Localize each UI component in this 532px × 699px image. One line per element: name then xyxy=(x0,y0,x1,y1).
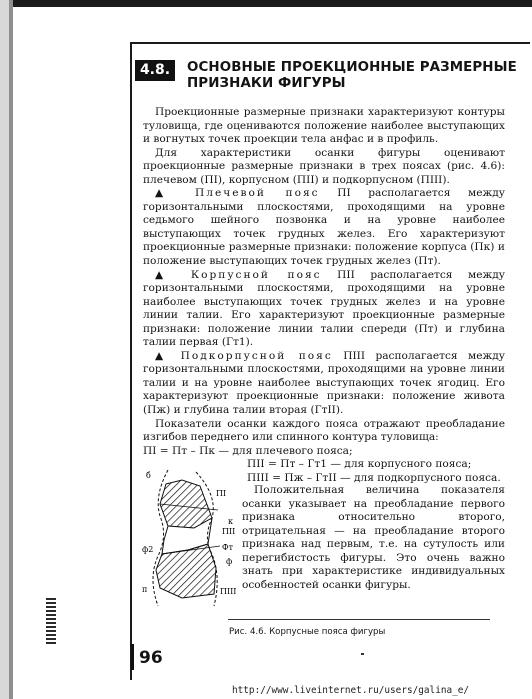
section-title xyxy=(187,60,517,92)
scan-dot xyxy=(361,653,364,655)
label-p1: ПI xyxy=(216,489,227,498)
paragraph-corpus-belt: ▲ Корпусной пояс ПII располагается между горизонтальными плоскостями, проходящими на уровне наиболее выступающих точек грудных желез и на уровне линии талии. Его характеризуют проекционные размерные признаки: положение линии талии спереди (Пт) и глубина талии первая (Гт1). xyxy=(143,268,506,349)
label-f2: ф2 xyxy=(142,545,154,554)
watermark-url: http://www.liveinternet.ru/users/galina_e/ xyxy=(232,685,470,696)
page-number-bar xyxy=(131,644,134,670)
binding-strip xyxy=(46,598,56,644)
corpus-belt-term: Корпусной пояс xyxy=(190,268,322,281)
page-number: 96 xyxy=(139,648,163,668)
label-p2: ПII xyxy=(222,527,236,536)
subcorpus-belt-term: Подкорпусной пояс xyxy=(180,349,333,362)
label-b: б xyxy=(146,471,151,480)
figure-caption: Рис. 4.6. Корпусные пояса фигуры xyxy=(229,627,386,637)
paragraph-subcorpus-belt: ▲ Подкорпусной пояс ПIII располагается между горизонтальными плоскостями, проходящими на уровне линии талии и на уровне наиболее выступающих точек ягодиц. Его характеризуют проекционные признаки: положение живота (Пж) и глубина талии вторая (ГтII). xyxy=(143,349,506,417)
conclusion-column xyxy=(242,484,505,592)
label-p3: ПIII xyxy=(220,587,237,596)
formula-1: ПI = Пт – Пк — для плечевого пояса; xyxy=(143,444,353,457)
label-k: к xyxy=(228,517,233,526)
section-title-line2: ПРИЗНАКИ ФИГУРЫ xyxy=(187,76,346,91)
paragraph-conclusion: Положительная величина показателя осанки указывает на преобладание первого признака относительно второго, отрицательная — на преобладание второго признака над первым, т.е. на сутулость или перегибистость фигуры. Это очень важно знать при характеристике индивидуальных особенностей осанки фигуры. xyxy=(242,484,505,591)
label-p: п xyxy=(142,585,148,594)
label-ft: Фт xyxy=(222,543,234,552)
page-margin-rule xyxy=(130,42,132,680)
paragraph-intro: Проекционные размерные признаки характеризуют контуры туловища, где оцениваются положение наиболее выступающих и вогнутых точек проекции тела анфас и в профиль. xyxy=(143,106,505,146)
scan-left-shadow xyxy=(9,0,13,699)
scan-top-edge xyxy=(0,0,532,7)
page-top-rule xyxy=(130,42,530,44)
torso-belts-figure xyxy=(138,466,248,616)
section-title-line1: ОСНОВНЫЕ ПРОЕКЦИОННЫЕ РАЗМЕРНЫЕ xyxy=(187,60,517,75)
body-text xyxy=(143,106,505,485)
formula-2: ПII = Пт – Гт1 — для корпусного пояса; xyxy=(247,458,472,471)
caption-rule xyxy=(228,619,490,620)
shoulder-belt-term: Плечевой пояс xyxy=(195,187,320,200)
label-f: ф xyxy=(226,557,233,566)
section-number: 4.8. xyxy=(135,60,175,81)
paragraph-indicators: Показатели осанки каждого пояса отражают преобладание изгибов переднего или спинного контура туловища: xyxy=(143,417,505,444)
paragraph-belts-overview: Для характеристики осанки фигуры оценивают проекционные размерные признаки в трех поясах (рис. 4.6): плечевом (ПI), корпусном (ПII) и подкорпусном (ПIII). xyxy=(143,146,505,186)
paragraph-shoulder-belt: ▲ Плечевой пояс ПI располагается между горизонтальными плоскостями, проходящими на уровне седьмого шейного позвонка и на уровне наиболее выступающих точек грудных желез. Его характеризуют проекционные размерные признаки: положение корпуса (Пк) и положение выступающих точек грудных желез (Пт). xyxy=(143,187,506,268)
scan-left-edge xyxy=(0,0,9,699)
belt-1-region xyxy=(160,480,212,528)
formula-3: ПIII = Пж – ГтII — для подкорпусного пояса. xyxy=(247,471,501,484)
